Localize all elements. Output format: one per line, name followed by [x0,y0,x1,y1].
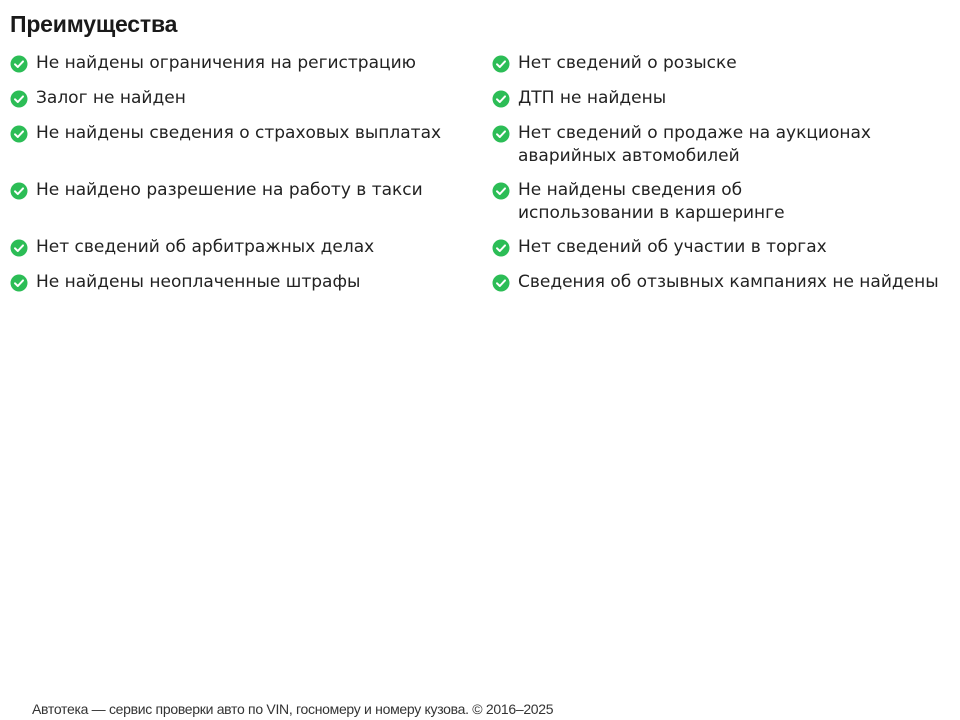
advantage-item-pledge [10,87,480,110]
check-circle-icon [10,182,28,200]
check-circle-icon [10,90,28,108]
advantage-label: Сведения об отзывных кампаниях не найдены [518,272,939,292]
check-circle-icon [492,90,510,108]
advantage-item-tenders [492,236,957,259]
advantage-item-carsharing [492,179,957,225]
check-circle-icon [492,55,510,73]
check-circle-icon [492,239,510,257]
check-circle-icon [10,55,28,73]
advantage-label: Нет сведений о розыске [518,53,737,73]
advantage-label: Залог не найден [36,88,186,108]
advantage-label: Не найдены сведения о страховых выплатах [36,123,442,143]
check-circle-icon [492,182,510,200]
advantage-item-wanted [492,52,957,75]
check-circle-icon [10,274,28,292]
advantage-label: Не найдены сведения об использовании в каршеринге [518,180,785,223]
advantage-item-recalls [492,271,957,294]
advantage-item-taxi-permit [10,179,480,202]
advantage-label: ДТП не найдены [518,88,667,108]
advantage-label: Нет сведений об арбитражных делах [36,237,375,257]
footer-copyright: Автотека — сервис проверки авто по VIN, госномеру и номеру кузова. © 2016–2025 [32,701,554,717]
advantage-item-salvage-auctions [492,122,957,168]
advantage-label: Не найдены ограничения на регистрацию [36,53,416,73]
advantage-label: Нет сведений об участии в торгах [518,237,827,257]
check-circle-icon [492,274,510,292]
check-circle-icon [10,239,28,257]
advantage-label: Нет сведений о продаже на аукционах аварийных автомобилей [518,123,871,166]
advantage-item-registration-restrictions [10,52,480,75]
check-circle-icon [10,125,28,143]
advantage-label: Не найдено разрешение на работу в такси [36,180,423,200]
check-circle-icon [492,125,510,143]
advantage-item-accidents [492,87,957,110]
section-title: Преимущества [10,11,178,37]
advantage-item-arbitration [10,236,480,259]
advantage-label: Не найдены неоплаченные штрафы [36,272,361,292]
advantage-item-insurance-payments [10,122,480,145]
advantage-item-fines [10,271,480,294]
